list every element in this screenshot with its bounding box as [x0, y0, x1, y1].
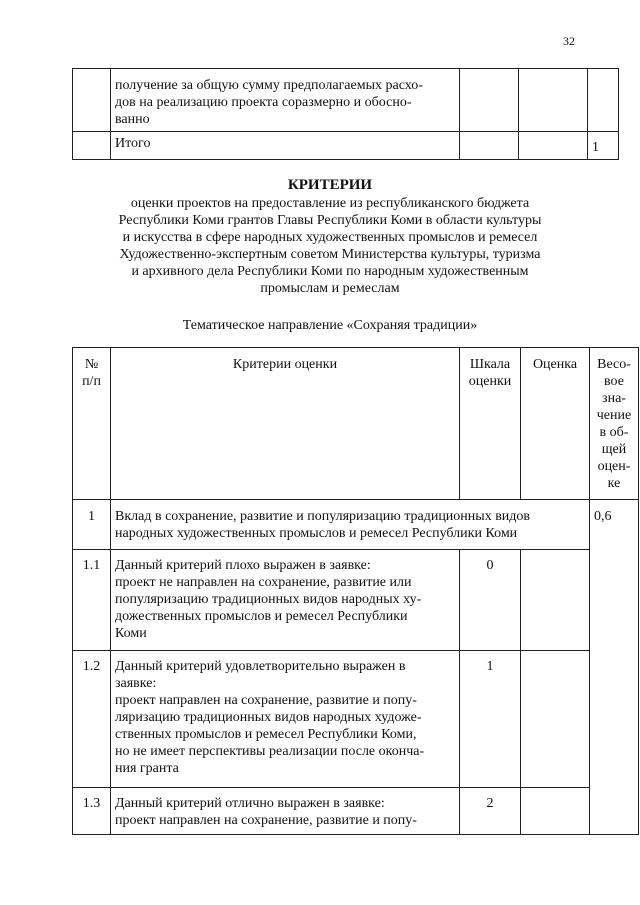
header-text: чение	[596, 408, 632, 423]
grade-cell	[521, 550, 590, 651]
header-weight	[590, 348, 639, 500]
row-num: 1	[73, 500, 111, 550]
weight-cell	[588, 69, 619, 132]
header-text: Шкала	[469, 357, 511, 372]
scale-value: 0	[460, 550, 521, 651]
total-label: Итого	[111, 132, 460, 160]
text-line: проект направлен на сохранение, развитие и попу-	[115, 813, 417, 828]
text-line: народных художественных промыслов и ремесел Республики Коми	[115, 526, 518, 541]
table-row	[73, 788, 639, 835]
text-line: проект направлен на сохранение, развитие и попу-	[115, 693, 417, 708]
table-row	[73, 500, 639, 550]
heading-line: оценки проектов на предоставление из республиканского бюджета	[130, 196, 530, 211]
table-row	[73, 69, 619, 132]
row-num: 1.1	[73, 550, 111, 651]
text-line: Данный критерий плохо выражен в заявке:	[115, 558, 371, 573]
grade-cell	[521, 651, 590, 788]
header-text: №	[84, 357, 99, 372]
text-line: проект не направлен на сохранение, развитие или	[115, 575, 412, 590]
page-title: КРИТЕРИИ	[287, 177, 373, 193]
table-row	[73, 651, 639, 788]
row-num: 1.3	[73, 788, 111, 835]
header-text: оцен-	[597, 459, 631, 474]
table-row	[73, 550, 639, 651]
header-text: Весо-	[597, 357, 631, 372]
text-line: Вклад в сохранение, развитие и популяризацию традиционных видов	[115, 509, 531, 524]
scale-value: 1	[460, 651, 521, 788]
grade-cell	[521, 788, 590, 835]
top-table	[72, 68, 619, 160]
weight-value: 0,6	[590, 500, 639, 835]
text-line: ственных промыслов и ремесел Республики Коми,	[115, 727, 417, 742]
text-line: дов на реализацию проекта соразмерно и обосно-	[115, 95, 412, 110]
criterion-cell	[111, 500, 590, 550]
heading-line: и искусства в сфере народных художественных промыслов и ремесел	[122, 230, 538, 245]
text-line: но не имеет перспективы реализации после оконча-	[115, 744, 425, 759]
num-cell	[73, 69, 111, 132]
criteria-table	[72, 347, 639, 835]
header-text: оценки	[468, 374, 512, 389]
header-text: п/п	[82, 374, 101, 389]
page-number: 32	[563, 34, 575, 48]
heading-line: Художественно-экспертным советом Министерства культуры, туризма	[119, 247, 541, 262]
num-cell	[73, 132, 111, 160]
header-text: зна-	[602, 391, 626, 406]
criterion-cell	[111, 651, 460, 788]
header-grade: Оценка	[521, 348, 590, 500]
header-criteria: Критерии оценки	[111, 348, 460, 500]
text-line: получение за общую сумму предполагаемых расхо-	[115, 78, 423, 93]
text-line: заявке:	[115, 676, 157, 691]
text-line: Данный критерий отлично выражен в заявке:	[115, 796, 385, 811]
heading-line: Республики Коми грантов Главы Республики Коми в области культуры	[118, 213, 542, 228]
scale-cell	[460, 132, 519, 160]
text-line: ния гранта	[115, 761, 179, 776]
heading-line: и архивного дела Республики Коми по народным художественным	[131, 264, 529, 279]
text-line: ванно	[115, 112, 150, 127]
row-num: 1.2	[73, 651, 111, 788]
total-row	[73, 132, 619, 160]
header-num	[73, 348, 111, 500]
heading-line: промыслам и ремеслам	[260, 281, 400, 296]
header-scale	[460, 348, 521, 500]
criterion-cell	[111, 788, 460, 835]
criteria-heading	[60, 177, 600, 297]
scale-cell	[460, 69, 519, 132]
grade-cell	[519, 132, 588, 160]
total-value: 1	[588, 132, 619, 160]
text-line: ляризацию традиционных видов народных художе-	[115, 710, 422, 725]
text-line: дожественных промыслов и ремесел Республики	[115, 609, 408, 624]
text-line: Данный критерий удовлетворительно выражен в	[115, 659, 406, 674]
header-text: в об-	[599, 425, 629, 440]
grade-cell	[519, 69, 588, 132]
scale-value: 2	[460, 788, 521, 835]
text-line: Коми	[115, 626, 147, 641]
header-text: вое	[604, 374, 624, 389]
header-text: щей	[601, 442, 627, 457]
criterion-cell	[111, 550, 460, 651]
header-row	[73, 348, 639, 500]
theme-subtitle: Тематическое направление «Сохраняя традиции»	[182, 318, 478, 333]
header-text: ке	[607, 476, 621, 491]
text-line: популяризацию традиционных видов народных ху-	[115, 592, 422, 607]
criterion-cell	[111, 69, 460, 132]
